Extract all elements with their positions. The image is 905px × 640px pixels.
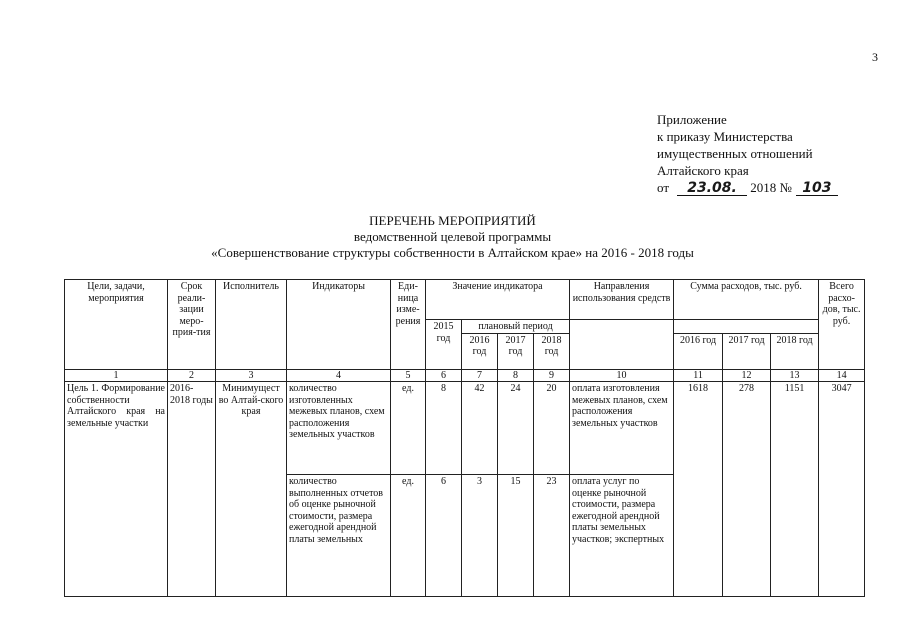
value-2017-cell: 24 [498, 382, 534, 475]
column-number: 3 [216, 369, 287, 382]
header-empty [570, 333, 674, 369]
date-prefix: от [657, 180, 670, 195]
header-goals: Цели, задачи, мероприятия [65, 280, 168, 370]
column-number: 12 [723, 369, 771, 382]
header-sum-2017: 2017 год [723, 333, 771, 369]
appendix-line: Алтайского края [657, 163, 749, 178]
value-2015-cell: 8 [426, 382, 462, 475]
header-sum: Сумма расходов, тыс. руб. [674, 280, 819, 320]
header-term: Срок реали-зации меро-прия-тия [168, 280, 216, 370]
value-2016-cell: 3 [462, 475, 498, 597]
handwritten-order-number: 103 [796, 181, 838, 196]
unit-cell: ед. [391, 475, 426, 597]
sum-2017-cell: 278 [723, 382, 771, 597]
page-number: 3 [872, 50, 878, 64]
header-planned-period: плановый период [462, 320, 570, 334]
column-number: 8 [498, 369, 534, 382]
header-indicators: Индикаторы [287, 280, 391, 370]
title-line-3: «Совершенствование структуры собственности в Алтайском крае» на 2016 - 2018 годы [211, 245, 694, 260]
header-indicator-value: Значение индикатора [426, 280, 570, 320]
document-title [0, 213, 905, 261]
handwritten-date: 23.08. [677, 181, 747, 196]
header-direction: Направления использования средств [570, 280, 674, 320]
title-line-1: ПЕРЕЧЕНЬ МЕРОПРИЯТИЙ [369, 213, 536, 228]
indicator-cell: количество выполненных отчетов об оценке рыночной стоимости, размера ежегодной арендной платы земельных [287, 475, 391, 597]
column-number: 9 [534, 369, 570, 382]
column-number: 14 [819, 369, 865, 382]
column-number: 6 [426, 369, 462, 382]
appendix-line: Приложение [657, 112, 727, 127]
activities-table [64, 279, 865, 597]
column-number: 1 [65, 369, 168, 382]
direction-cell: оплата услуг по оценке рыночной стоимости, размера ежегодной арендной платы земельных участков; экспертных [570, 475, 674, 597]
direction-cell: оплата изготовления межевых планов, схем расположения земельных участков [570, 382, 674, 475]
sum-2018-cell: 1151 [771, 382, 819, 597]
column-number: 5 [391, 369, 426, 382]
header-executor: Исполнитель [216, 280, 287, 370]
appendix-line: имущественных отношений [657, 146, 813, 161]
indicator-cell: количество изготовленных межевых планов, схем расположения земельных участков [287, 382, 391, 475]
unit-cell: ед. [391, 382, 426, 475]
appendix-block [657, 111, 838, 196]
title-line-2: ведомственной целевой программы [353, 229, 552, 244]
header-ind-2018: 2018 год [534, 333, 570, 369]
value-2018-cell: 20 [534, 382, 570, 475]
goal-cell: Цель 1. Формирование собственности Алтайского края на земельные участки [65, 382, 168, 597]
column-number: 11 [674, 369, 723, 382]
value-2015-cell: 6 [426, 475, 462, 597]
executor-cell: Минимущест во Алтай-ского края [216, 382, 287, 597]
column-number: 10 [570, 369, 674, 382]
appendix-date-line [657, 179, 838, 196]
header-unit: Еди-ница изме-рения [391, 280, 426, 370]
term-cell: 2016-2018 годы [168, 382, 216, 597]
header-year-2015: 2015 год [426, 320, 462, 370]
header-empty [674, 320, 819, 334]
header-total: Всего расхо-дов, тыс. руб. [819, 280, 865, 370]
header-sum-2016: 2016 год [674, 333, 723, 369]
column-number: 7 [462, 369, 498, 382]
sum-2016-cell: 1618 [674, 382, 723, 597]
value-2016-cell: 42 [462, 382, 498, 475]
column-number: 4 [287, 369, 391, 382]
column-number: 2 [168, 369, 216, 382]
value-2017-cell: 15 [498, 475, 534, 597]
header-sum-2018: 2018 год [771, 333, 819, 369]
column-number-row [65, 369, 865, 382]
column-number: 13 [771, 369, 819, 382]
header-ind-2016: 2016 год [462, 333, 498, 369]
appendix-line: к приказу Министерства [657, 129, 793, 144]
table-row [65, 382, 865, 475]
order-year: 2018 № [750, 180, 792, 195]
total-cell: 3047 [819, 382, 865, 597]
value-2018-cell: 23 [534, 475, 570, 597]
header-row [65, 280, 865, 320]
header-empty [570, 320, 674, 334]
header-ind-2017: 2017 год [498, 333, 534, 369]
